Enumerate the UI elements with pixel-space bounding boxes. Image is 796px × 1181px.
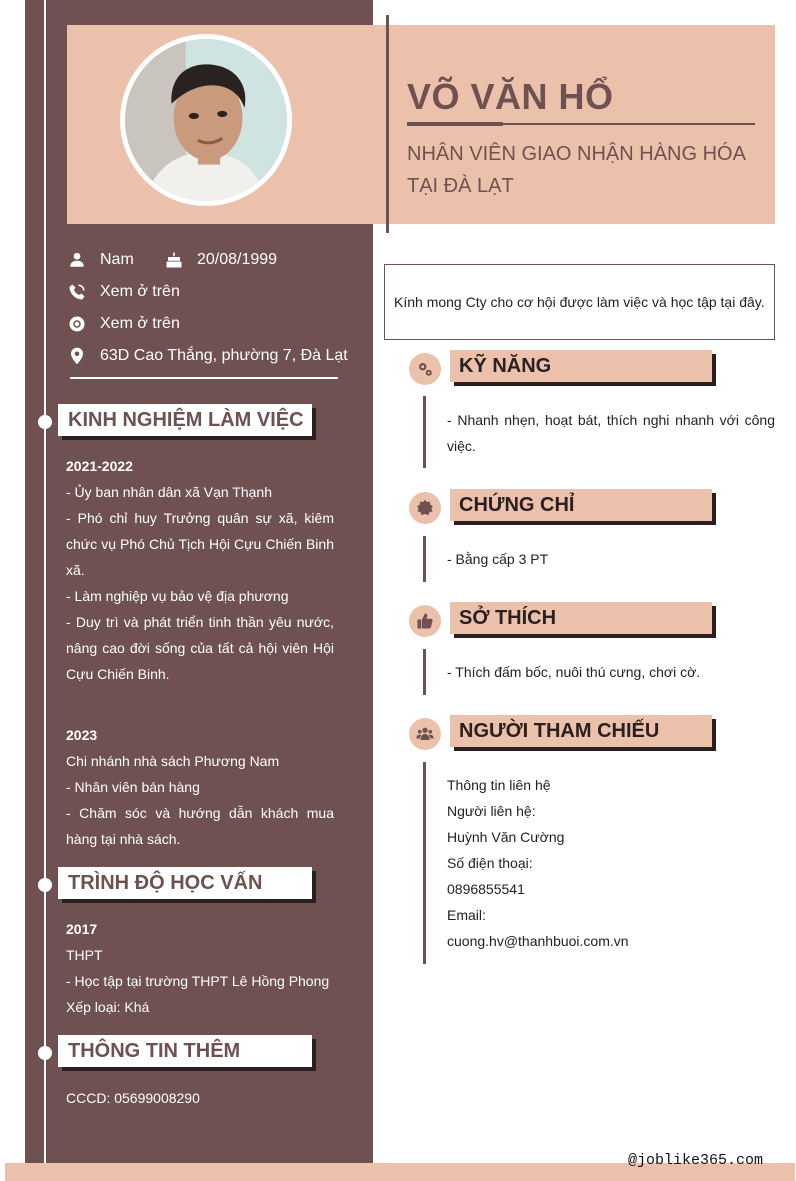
skills-bar — [423, 396, 426, 468]
job-title: NHÂN VIÊN GIAO NHẬN HÀNG HÓA TẠI ĐÀ LẠT — [407, 143, 745, 197]
avatar-illustration — [125, 39, 287, 201]
job-line: - Phó chỉ huy Trưởng quân sự xã, kiêm chức vụ Phó Chủ Tịch Hội Cựu Chiến Binh xã. — [66, 510, 334, 578]
extra-heading: THÔNG TIN THÊM — [58, 1035, 312, 1067]
experience-job-1 — [66, 453, 334, 687]
avatar — [120, 34, 292, 206]
cake-icon — [164, 250, 184, 270]
job-line: - Duy trì và phát triển tinh thần yêu nước, nâng cao đời sống của tất cả hội viên Hội Cựu Chiến Binh. — [66, 614, 334, 682]
skills-text: - Nhanh nhẹn, hoạt bát, thích nghi nhanh với công việc. — [447, 412, 775, 454]
gender-row — [67, 248, 134, 272]
reference-line: Số điện thoại: — [447, 855, 533, 871]
reference-line: Email: — [447, 907, 486, 923]
badge-icon — [409, 492, 441, 524]
job-line: - Chăm sóc và hướng dẫn khách mua hàng tại nhà sách. — [66, 805, 334, 847]
education-heading: TRÌNH ĐỘ HỌC VẤN — [58, 867, 312, 899]
education-entry — [66, 916, 334, 1020]
timeline-line — [44, 0, 46, 1181]
education-detail: - Học tập tại trường THPT Lê Hồng Phong — [66, 973, 330, 989]
certificates-heading: CHỨNG CHỈ — [450, 489, 712, 521]
phone-row — [67, 280, 180, 304]
job-line: - Làm nghiệp vụ bảo vệ địa phương — [66, 588, 289, 604]
birthday-row — [164, 248, 277, 272]
at-icon — [67, 314, 87, 334]
hobbies-text: - Thích đấm bốc, nuôi thú cưng, chơi cờ. — [447, 664, 701, 680]
certificates-bar — [423, 536, 426, 582]
candidate-name: VÕ VĂN HỔ — [407, 76, 614, 117]
timeline-dot — [38, 1046, 52, 1060]
user-icon — [67, 250, 87, 270]
references-bar — [423, 762, 426, 964]
extra-text: CCCD: 05699008290 — [66, 1090, 200, 1106]
job-year: 2021-2022 — [66, 458, 133, 474]
thumbs-up-icon — [409, 605, 441, 637]
header-divider — [386, 15, 389, 233]
address-row — [67, 344, 348, 368]
info-divider — [70, 377, 338, 379]
skills-heading: KỸ NĂNG — [450, 350, 712, 382]
reference-line: Huỳnh Văn Cường — [447, 829, 565, 845]
references-heading: NGƯỜI THAM CHIẾU — [450, 715, 712, 747]
avatar-photo — [125, 39, 287, 201]
gender-value: Nam — [100, 251, 134, 268]
address-value: 63D Cao Thắng, phường 7, Đà Lạt — [100, 347, 348, 364]
phone-value: Xem ở trên — [100, 283, 180, 300]
phone-icon — [67, 282, 87, 302]
job-line: - Ủy ban nhân dân xã Vạn Thạnh — [66, 484, 273, 500]
reference-line: Người liên hệ: — [447, 803, 536, 819]
education-grade: Xếp loại: Khá — [66, 999, 150, 1015]
timeline-dot — [38, 415, 52, 429]
email-row — [67, 312, 180, 336]
education-school: THPT — [66, 947, 103, 963]
reference-line: cuong.hv@thanhbuoi.com.vn — [447, 933, 629, 949]
certificates-text: - Bằng cấp 3 PT — [447, 551, 549, 567]
objective-box — [384, 264, 775, 340]
experience-heading: KINH NGHIỆM LÀM VIỆC — [58, 404, 312, 436]
job-year: 2023 — [66, 727, 98, 743]
reference-line: Thông tin liên hệ — [447, 777, 551, 793]
hobbies-heading: SỞ THÍCH — [450, 602, 712, 634]
objective-text: Kính mong Cty cho cơ hội được làm việc và học tập tại đây. — [394, 294, 765, 310]
people-icon — [409, 718, 441, 750]
birthday-value: 20/08/1999 — [197, 251, 278, 268]
name-underline-accent — [407, 122, 503, 126]
timeline-dot — [38, 878, 52, 892]
references-list — [447, 772, 775, 954]
job-line: Chi nhánh nhà sách Phương Nam — [66, 753, 280, 769]
gears-icon — [409, 353, 441, 385]
hobbies-bar — [423, 649, 426, 695]
email-value: Xem ở trên — [100, 315, 180, 332]
experience-job-2 — [66, 722, 334, 852]
reference-line: 0896855541 — [447, 881, 525, 897]
watermark: @joblike365.com — [628, 1152, 764, 1169]
job-line: - Nhân viên bán hàng — [66, 779, 200, 795]
location-icon — [67, 346, 87, 366]
education-year: 2017 — [66, 921, 98, 937]
